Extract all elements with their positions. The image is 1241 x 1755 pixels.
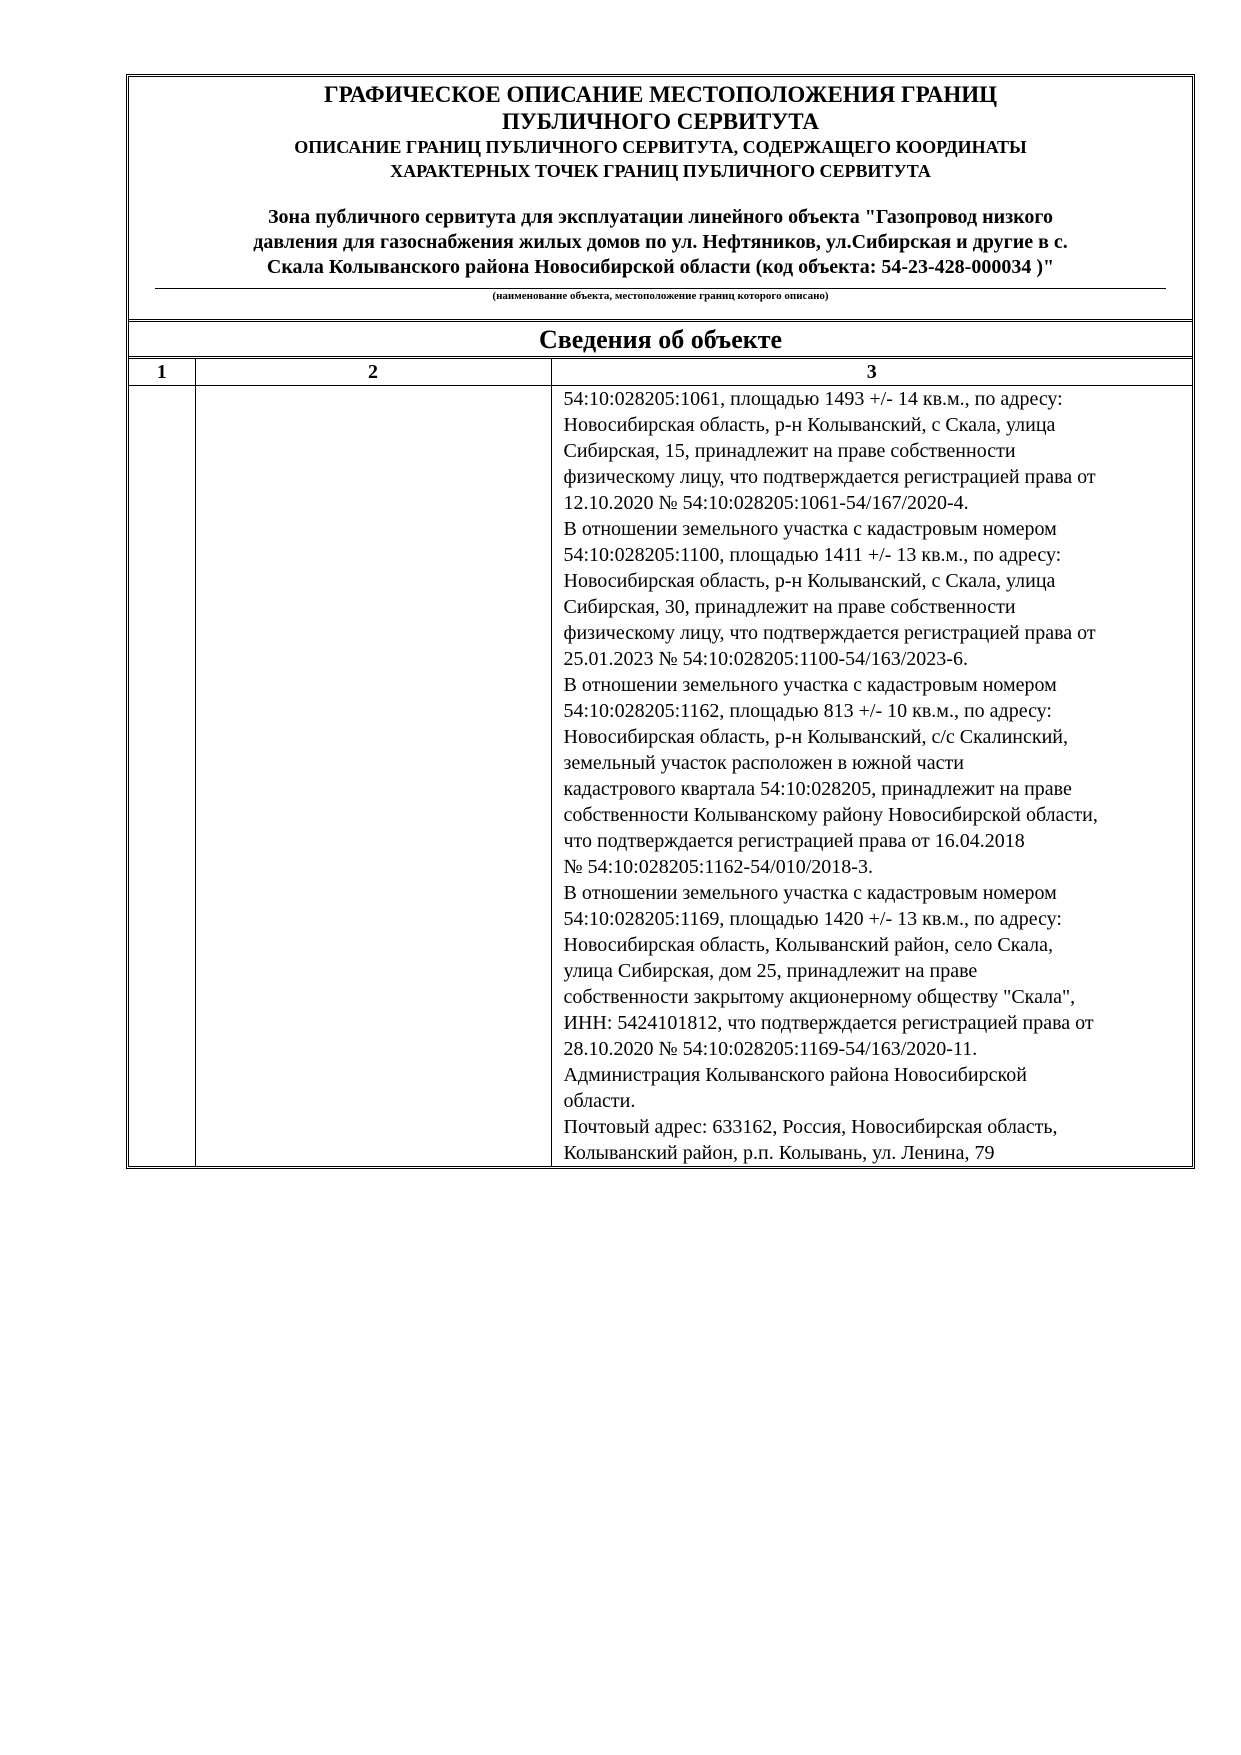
column-number-row xyxy=(129,359,1192,386)
cell-col-3 xyxy=(551,386,1192,1167)
object-name-line-1: Зона публичного сервитута для эксплуатации линейного объекта "Газопровод низкого xyxy=(267,206,1054,228)
column-number-3: 3 xyxy=(551,359,1192,386)
object-name-underline xyxy=(155,288,1166,289)
object-info-text: 54:10:028205:1061, площадью 1493 +/- 14 кв.м., по адресу: Новосибирская область, р-н Колыванский, с Скала, улица Сибирская, 15, принадлежит на праве собственности физическому лицу, что подтверждается регистрацией права от 12.10.2020 № 54:10:028205:1061-54/167/2020-4. В отношении земельного участка с кадастровым номером 54:10:028205:1100, площадью 1411 +/- 13 кв.м., по адресу: Новосибирская область, р-н Колыванский, с Скала, улица Сибирская, 30, принадлежит на праве собственности физическому лицу, что подтверждается регистрацией права от 25.01.2023 № 54:10:028205:1100-54/163/2023-6. В отношении земельного участка с кадастровым номером 54:10:028205:1162, площадью 813 +/- 10 кв.м., по адресу: Новосибирская область, р-н Колыванский, с/с Скалинский, земельный участок расположен в южной части кадастрового квартала 54:10:028205, принадлежит на праве собственности Колыванскому району Новосибирской области, что подтверждается регистрацией права от 16.04.2018 № 54:10:028205:1162-54/010/2018-3. В отношении земельного участка с кадастровым номером 54:10:028205:1169, площадью 1420 +/- 13 кв.м., по адресу: Новосибирская область, Колыванский район, село Скала, улица Сибирская, дом 25, принадлежит на праве собственности закрытому акционерному обществу "Скала", ИНН: 5424101812, что подтверждается регистрацией права от 28.10.2020 № 54:10:028205:1169-54/163/2020-11. Администрация Колыванского района Новосибирской области. Почтовый адрес: 633162, Россия, Новосибирская область, Колыванский район, р.п. Колывань, ул. Ленина, 79 xyxy=(563,388,1098,1164)
column-number-1: 1 xyxy=(129,359,195,386)
object-name-caption: (наименование объекта, местоположение границ которого описано) xyxy=(492,290,829,302)
document-frame xyxy=(126,74,1195,1169)
section-title: Сведения об объекте xyxy=(129,322,1192,359)
document-subtitle-line-2: ХАРАКТЕРНЫХ ТОЧЕК ГРАНИЦ ПУБЛИЧНОГО СЕРВИТУТА xyxy=(390,161,931,181)
document-subtitle-line-1: ОПИСАНИЕ ГРАНИЦ ПУБЛИЧНОГО СЕРВИТУТА, СОДЕРЖАЩЕГО КООРДИНАТЫ xyxy=(294,137,1027,157)
document-title-line-1: ГРАФИЧЕСКОЕ ОПИСАНИЕ МЕСТОПОЛОЖЕНИЯ ГРАНИЦ xyxy=(324,82,997,107)
object-name-line-2: давления для газоснабжения жилых домов по ул. Нефтяников, ул.Сибирская и другие в с. xyxy=(253,231,1068,253)
cell-col-2 xyxy=(195,386,551,1167)
document-title-line-2: ПУБЛИЧНОГО СЕРВИТУТА xyxy=(501,109,820,134)
table-row xyxy=(129,386,1192,1167)
object-info-table xyxy=(129,359,1192,1166)
object-name-line-3: Скала Колыванского района Новосибирской области (код объекта: 54-23-428-000034 )" xyxy=(266,256,1055,278)
column-number-2: 2 xyxy=(195,359,551,386)
document-header xyxy=(129,77,1192,322)
cell-col-1 xyxy=(129,386,195,1167)
